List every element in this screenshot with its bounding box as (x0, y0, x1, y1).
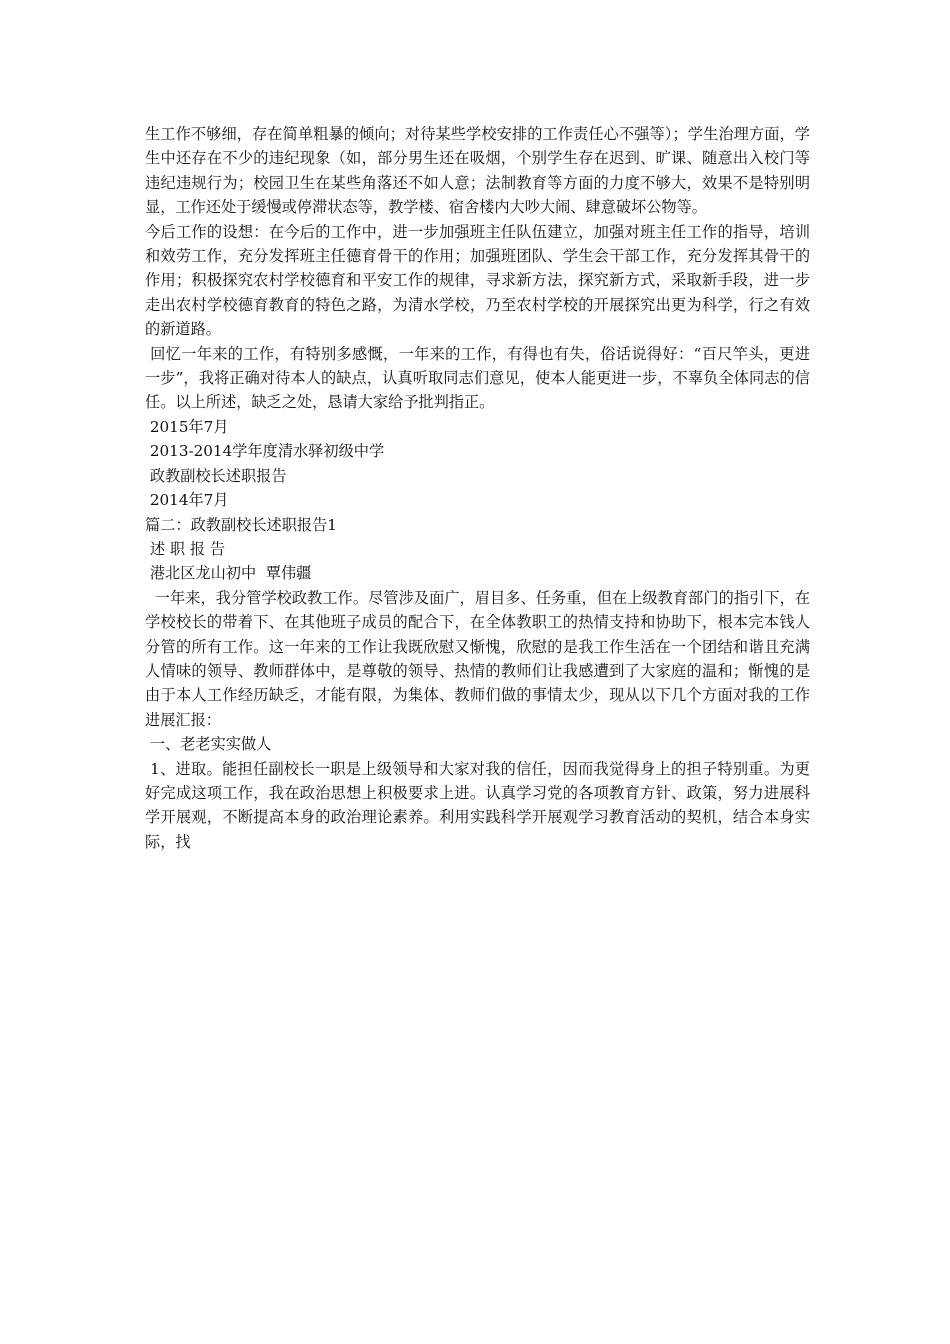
report-heading: 述 职 报 告 (145, 539, 226, 558)
paragraph-future-plans: 今后工作的设想：在今后的工作中，进一步加强班主任队伍建立，加强对班主任工作的指导，培训和效劳工作，充分发挥班主任德育骨干的作用；加强班团队、学生会干部工作，充分发挥其骨干的作用；积极探究农村学校德育和平安工作的规律，寻求新方法，探究新方式，采取新手段，进一步走出农村学校德育教育的特色之路，为清水学校，乃至农村学校的开展探究出更为科学，行之有效的新道路。 (145, 222, 810, 339)
school-year-line: 2013-2014学年度清水驿初级中学 (145, 442, 385, 461)
document-page (145, 122, 810, 854)
report-title-line: 政教副校长述职报告 (145, 466, 287, 485)
author-line: 港北区龙山初中 覃伟疆 (145, 564, 312, 583)
date-line-2015: 2015年7月 (145, 417, 229, 436)
date-line-2014: 2014年7月 (145, 491, 229, 510)
paragraph-work-summary: 一年来，我分管学校政教工作。尽管涉及面广，眉目多、任务重，但在上级教育部门的指引下，在学校校长的带着下、在其他班子成员的配合下，在全体教职工的热情支持和协助下，根本完本钱人分管的所有工作。这一年来的工作让我既欣慰又惭愧，欣慰的是我工作生活在一个团结和谐且充满人情味的领导、教师群体中，是尊敬的领导、热情的教师们让我感遭到了大家庭的温和；惭愧的是由于本人工作经历缺乏，才能有限，为集体、教师们做的事情太少，现从以下几个方面对我的工作进展汇报： (145, 588, 811, 729)
paragraph-year-review: 回忆一年来的工作，有特别多感慨，一年来的工作，有得也有失，俗话说得好：“百尺竿头，更进一步”，我将正确对待本人的缺点，认真听取同志们意见，使本人能更进一步，不辜负全体同志的信任。以上所述，缺乏之处，恳请大家给予批判指正。 (145, 344, 811, 412)
paragraph-student-management-issues: 生工作不够细，存在简单粗暴的倾向；对待某些学校安排的工作责任心不强等）；学生治理方面，学生中还存在不少的违纪现象（如，部分男生还在吸烟，个别学生存在迟到、旷课、随意出入校门等违纪违规行为；校园卫生在某些角落还不如人意；法制教育等方面的力度不够大，效果不是特别明显，工作还处于缓慢或停滞状态等，教学楼、宿舍楼内大吵大闹、肆意破坏公物等。 (145, 125, 810, 217)
section-heading-part-two: 篇二：政教副校长述职报告1 (145, 515, 337, 534)
paragraph-progress: 1、进取。能担任副校长一职是上级领导和大家对我的信任，因而我觉得身上的担子特别重。为更好完成这项工作，我在政治思想上积极要求上进。认真学习党的各项教育方针、政策，努力进展科学开展观，不断提高本身的政治理论素养。利用实践科学开展观学习教育活动的契机，结合本身实际，找 (145, 759, 810, 851)
heading-be-honest: 一、老老实实做人 (145, 735, 272, 754)
